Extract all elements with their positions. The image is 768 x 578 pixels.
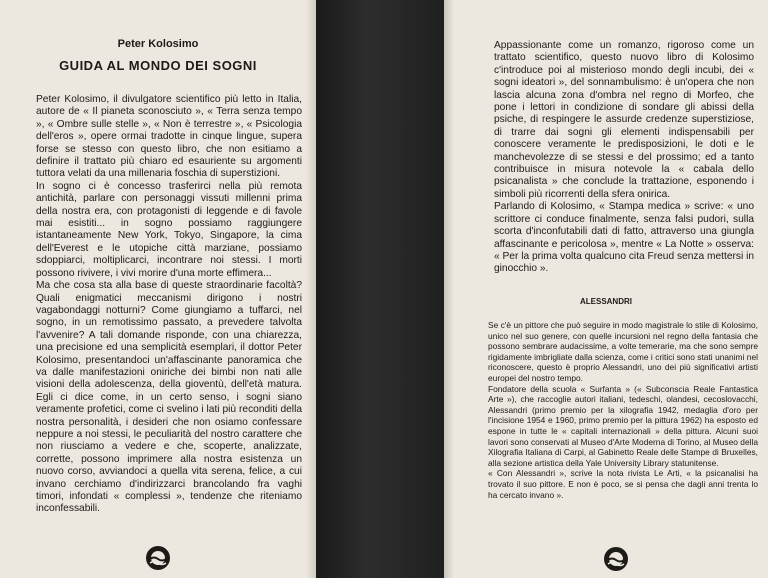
- paragraph: Appassionante come un romanzo, rigoroso come un trattato scientifico, questo nuovo libro di Kolosimo c'introduce poi al misterioso mondo degli incubi, dei « sogni ideatori », del sonnambulismo: è un'opera che non lascia alcuna zona d'ombra nel regno di Morfeo, che pone i lettori in condizione di sondare gli abissi della psiche, di respingere le assurde credenze superstiziose, di trarre dai sogni gli elementi indispensabili per conoscere veramente le predisposizioni, le doti e le manchevolezze di se stessi e del prossimo; ed a tanto contribuisce in misura notevole la « cabala dello psicanalista » che conclude la trattazione, esponendo i simboli più ricorrenti della sfera onirica.: [494, 40, 754, 200]
- paragraph: Peter Kolosimo, il divulgatore scientifico più letto in Italia, autore de « Il pianeta sconosciuto », « Terra senza tempo », « Ombre sulle stelle », « Non è terrestre », « Psicologia dell'eros », opere ormai tradotte in cinque lingue, supera forse se stesso con questo libro, che non esitiamo a definire il trattato più chiaro ed esauriente su argomenti tuttora velati da una millenaria foschia di superstizioni.: [36, 94, 302, 180]
- left-page: [0, 0, 316, 578]
- paragraph: Ma che cosa sta alla base di queste straordinarie facoltà? Quali enigmatici meccanismi dirigono i nostri vagabondaggi notturni? Come giungiamo a tuffarci, nel sogno, in un remotissimo passato, a prevedere talvolta l'avvenire? A tali domande risponde, con una chiarezza, una precisione ed una semplicità esemplari, il dottor Peter Kolosimo, presentandoci un'affascinante panoramica che va dalle manifestazioni oniriche dei bimbi non nati alle visioni della adolescenza, della gioventù, dell'età matura. Egli ci dice come, in un certo senso, i sogni siano veramente profetici, come ci svelino i lati più reconditi della nostra personalità, i desideri che non osiamo confessare neppure a noi stessi, le peculiarità del nostro carattere che non riusciamo a vedere e che, scoperte, analizzate, corrette, possono imprimere alla nostra esistenza un nuovo corso, avviandoci a quella vita serena, felice, a cui invano cerchiamo d'indirizzarci brancolando fra vaghi timori, infondati « complessi », tendenze che riteniamo inconfessabili.: [36, 280, 302, 515]
- section-body-text: [488, 320, 758, 500]
- paragraph: Parlando di Kolosimo, « Stampa medica » scrive: « uno scrittore ci conduce finalmente, senza falsi pudori, sulla scorta d'inconfutabili dati di fatto, attraverso una giungla affascinante e pericolosa », mentre « La Notte » osserva: « Per la prima volta qualcuno cita Freud senza mettersi in ginocchio ».: [494, 201, 754, 275]
- paragraph: In sogno ci è concesso trasferirci nella più remota antichità, parlare con personaggi vissuti millenni prima della nostra era, con protagonisti di leggende e di favole mai esistiti... in sogno possiamo raggiungere istantaneamente New York, Tokyo, Singapore, la cima dell'Everest e le utopiche città marziane, possiamo sdoppiarci, moltiplicarci, incontrare noi stessi. I morti possono rivivere, i vivi morire d'una morte effimera...: [36, 180, 302, 279]
- author-name: Peter Kolosimo: [117, 38, 199, 50]
- right-body-text: [494, 40, 754, 276]
- gutter-shadow: [444, 0, 454, 578]
- section-heading: ALESSANDRI: [579, 297, 632, 306]
- paragraph: Se c'è un pittore che può seguire in modo magistrale lo stile di Kolosimo, unico nel suo genere, con quelle incursioni nel regno della fantasia che possono sembrare audacissime, a volte temerarie, ma che sono sempre rigidamente imbrigliate dalla scienza, come i critici sono stati unanimi nel riconoscere, questo è proprio Alessandri, uno dei più significativi artisti europei del nostro tempo.: [488, 320, 758, 383]
- publisher-logo-icon: [145, 545, 171, 571]
- left-body-text: [36, 94, 302, 516]
- paragraph: Fondatore della scuola « Surfanta » (« Subconscia Reale Fantastica Arte »), che raccoglie autori italiani, tedeschi, olandesi, cecoslovacchi, Alessandri (primo premio per la xilografia 1942, medaglia d'oro per l'incisione 1954 e 1960, primo premio per la pittura 1962) ha esposto ed espone in tutte le « capitali internazionali » della pittura. Alcuni suoi lavori sono conservati al Museo d'Arte Moderna di Torino, al Museo della Xilografia Italiana di Carpi, al Gabinetto Reale delle Stampe di Bruxelles, alla sezione artistica della Yale University Library statunitense.: [488, 383, 758, 468]
- publisher-logo-icon: [603, 546, 629, 572]
- gutter-shadow: [306, 0, 316, 578]
- book-spine: [316, 0, 444, 578]
- book-title: GUIDA AL MONDO DEI SOGNI: [59, 58, 257, 73]
- paragraph: « Con Alessandri », scrive la nota rivista Le Arti, « la psicanalisi ha trovato il suo pittore. E non è poco, se si pensa che dagli anni trenta lo ha cercato invano ».: [488, 468, 758, 500]
